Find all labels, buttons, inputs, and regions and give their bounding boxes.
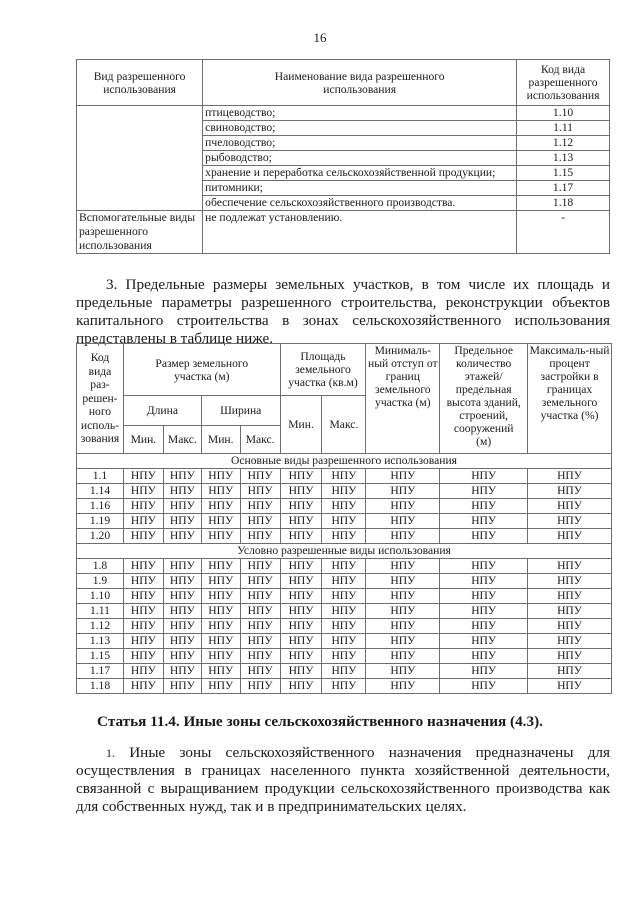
value-cell: НПУ [201,679,240,694]
table-row [77,514,612,529]
value-cell: НПУ [201,634,240,649]
header-code [77,344,124,454]
value-cell: НПУ [240,589,280,604]
value-cell: НПУ [163,649,201,664]
value-cell: НПУ [123,499,163,514]
value-cell: НПУ [322,469,366,484]
value-cell: НПУ [123,559,163,574]
use-name-cell: питомники; [203,181,517,196]
header-use-code: Код вида разрешенного использования [517,60,610,106]
value-cell: НПУ [123,634,163,649]
value-cell: НПУ [240,634,280,649]
value-cell: НПУ [528,589,612,604]
value-cell: НПУ [280,649,322,664]
paragraph-3-text: 3. Предельные размеры земельных участков, в том числе их площадь и предельные параметры разрешенного строительства, реконструкции объектов капитального строительства в зонах сельскохозяйственного использования представлены в таблице ниже. [76,276,610,347]
value-cell: НПУ [528,484,612,499]
header-setback: Минималь-ный отступ от границ земельного участка (м) [366,344,440,454]
article-heading: Статья 11.4. Иные зоны сельскохозяйственного назначения (4.3). [97,713,543,730]
value-cell: НПУ [240,679,280,694]
section-row [77,544,612,559]
value-cell: НПУ [366,619,440,634]
value-cell: НПУ [528,559,612,574]
value-cell: НПУ [440,589,528,604]
value-cell: НПУ [280,619,322,634]
table-row [77,589,612,604]
use-code-cell: 1.17 [517,181,610,196]
value-cell: НПУ [366,529,440,544]
aux-label: Вспомогательные виды разрешенного использования [77,211,203,254]
value-cell: НПУ [201,574,240,589]
table-row [77,499,612,514]
header-length: Длина [123,396,201,426]
value-cell: НПУ [322,604,366,619]
value-cell: НПУ [240,499,280,514]
value-cell: НПУ [240,514,280,529]
value-cell: НПУ [322,634,366,649]
value-cell: НПУ [366,559,440,574]
value-cell: НПУ [201,529,240,544]
header-coverage: Максималь-ный процент застройки в границах земельного участка (%) [528,344,612,454]
table-row [77,574,612,589]
use-name-cell: обеспечение сельскохозяйственного производства. [203,196,517,211]
use-code-cell: 1.18 [517,196,610,211]
value-cell: НПУ [201,604,240,619]
value-cell: НПУ [123,574,163,589]
code-cell: 1.13 [77,634,124,649]
table-row [77,649,612,664]
value-cell: НПУ [322,649,366,664]
value-cell: НПУ [240,559,280,574]
table-row [77,484,612,499]
value-cell: НПУ [280,529,322,544]
value-cell: НПУ [123,529,163,544]
value-cell: НПУ [280,679,322,694]
value-cell: НПУ [322,574,366,589]
value-cell: НПУ [123,469,163,484]
value-cell: НПУ [280,469,322,484]
value-cell: НПУ [201,484,240,499]
code-cell: 1.9 [77,574,124,589]
value-cell: НПУ [240,484,280,499]
value-cell: НПУ [201,664,240,679]
value-cell: НПУ [366,469,440,484]
value-cell: НПУ [123,514,163,529]
land-parameters-table [76,343,612,694]
value-cell: НПУ [322,559,366,574]
header-use-type: Вид разрешенного использования [77,60,203,106]
value-cell: НПУ [280,574,322,589]
table-row [77,664,612,679]
use-code-cell: 1.12 [517,136,610,151]
value-cell: НПУ [366,664,440,679]
value-cell: НПУ [366,649,440,664]
value-cell: НПУ [163,514,201,529]
use-name-cell: рыбоводство; [203,151,517,166]
value-cell: НПУ [528,664,612,679]
value-cell: НПУ [528,649,612,664]
article-paragraph-1 [76,744,610,816]
value-cell: НПУ [123,679,163,694]
value-cell: НПУ [280,604,322,619]
value-cell: НПУ [163,664,201,679]
code-cell: 1.18 [77,679,124,694]
code-cell: 1.8 [77,559,124,574]
use-code-cell: 1.13 [517,151,610,166]
value-cell: НПУ [163,469,201,484]
value-cell: НПУ [123,664,163,679]
page-number: 16 [313,30,327,45]
value-cell: НПУ [440,634,528,649]
value-cell: НПУ [366,484,440,499]
header-width-min: Мин. [201,426,240,454]
value-cell: НПУ [322,679,366,694]
code-cell: 1.12 [77,619,124,634]
value-cell: НПУ [240,604,280,619]
table-row [77,619,612,634]
header-width-max: Макс. [240,426,280,454]
value-cell: НПУ [280,559,322,574]
header-area-max: Макс. [322,396,366,454]
header-length-min: Мин. [123,426,163,454]
value-cell: НПУ [322,514,366,529]
value-cell: НПУ [201,589,240,604]
code-cell: 1.10 [77,589,124,604]
value-cell: НПУ [201,559,240,574]
value-cell: НПУ [322,664,366,679]
value-cell: НПУ [163,529,201,544]
value-cell: НПУ [322,589,366,604]
value-cell: НПУ [201,649,240,664]
use-name-cell: птицеводство; [203,106,517,121]
value-cell: НПУ [163,574,201,589]
use-code-cell: 1.11 [517,121,610,136]
value-cell: НПУ [280,634,322,649]
value-cell: НПУ [240,469,280,484]
value-cell: НПУ [440,619,528,634]
value-cell: НПУ [440,514,528,529]
value-cell: НПУ [280,484,322,499]
value-cell: НПУ [322,619,366,634]
value-cell: НПУ [440,559,528,574]
value-cell: НПУ [280,499,322,514]
value-cell: НПУ [163,499,201,514]
value-cell: НПУ [240,619,280,634]
table-row [77,559,612,574]
code-cell: 1.1 [77,469,124,484]
value-cell: НПУ [440,529,528,544]
use-code-cell: 1.15 [517,166,610,181]
value-cell: НПУ [366,589,440,604]
value-cell: НПУ [440,604,528,619]
use-name-cell: пчеловодство; [203,136,517,151]
header-width: Ширина [201,396,280,426]
header-area-min: Мин. [280,396,322,454]
value-cell: НПУ [123,589,163,604]
value-cell: НПУ [528,604,612,619]
table-row [77,634,612,649]
header-length-max: Макс. [163,426,201,454]
value-cell: НПУ [201,469,240,484]
header-use-name: Наименование вида разрешенного использования [203,60,517,106]
value-cell: НПУ [322,529,366,544]
code-cell: 1.17 [77,664,124,679]
value-cell: НПУ [440,679,528,694]
value-cell: НПУ [322,484,366,499]
auxiliary-row [77,211,610,254]
value-cell: НПУ [240,574,280,589]
value-cell: НПУ [528,679,612,694]
value-cell: НПУ [163,484,201,499]
value-cell: НПУ [163,589,201,604]
value-cell: НПУ [163,679,201,694]
permitted-use-table [76,59,610,254]
code-cell: 1.14 [77,484,124,499]
value-cell: НПУ [163,559,201,574]
header-floors: Предельное количество этажей/ предельная высота зданий, строений, сооружений (м) [440,344,528,454]
value-cell: НПУ [201,499,240,514]
use-name-cell: свиноводство; [203,121,517,136]
value-cell: НПУ [440,484,528,499]
value-cell: НПУ [280,514,322,529]
paragraph-3 [76,276,610,348]
header-area: Площадь земельного участка (кв.м) [280,344,366,396]
value-cell: НПУ [366,604,440,619]
value-cell: НПУ [201,619,240,634]
value-cell: НПУ [123,604,163,619]
value-cell: НПУ [280,664,322,679]
section-row [77,454,612,469]
value-cell: НПУ [240,649,280,664]
code-cell: 1.15 [77,649,124,664]
value-cell: НПУ [440,499,528,514]
use-name-cell: не подлежат установлению. [203,211,517,254]
value-cell: НПУ [322,499,366,514]
value-cell: НПУ [201,514,240,529]
table-row [77,469,612,484]
value-cell: НПУ [528,499,612,514]
value-cell: НПУ [163,604,201,619]
code-cell: 1.20 [77,529,124,544]
article-paragraph-1-text: Иные зоны сельскохозяйственного назначения предназначены для осуществления в границах населенного пункта хозяйственной деятельности, связанной с выращиванием продукции сельскохозяйственного производства как для собственных нужд, так и в предпринимательских целях. [76,744,610,815]
value-cell: НПУ [280,589,322,604]
table-row [77,106,610,121]
value-cell: НПУ [123,619,163,634]
value-cell: НПУ [528,529,612,544]
code-cell: 1.19 [77,514,124,529]
value-cell: НПУ [440,574,528,589]
table-row [77,679,612,694]
value-cell: НПУ [163,634,201,649]
table-row [77,529,612,544]
table-row [77,604,612,619]
value-cell: НПУ [528,469,612,484]
value-cell: НПУ [528,574,612,589]
value-cell: НПУ [123,484,163,499]
paragraph-number: 1. [106,746,115,760]
use-name-cell: хранение и переработка сельскохозяйственной продукции; [203,166,517,181]
use-code-cell: - [517,211,610,254]
section-title: Основные виды разрешенного использования [77,454,612,469]
value-cell: НПУ [528,634,612,649]
header-code-text: Код вида раз- решен- ного исполь- зования [80,351,120,446]
code-cell: 1.11 [77,604,124,619]
value-cell: НПУ [163,619,201,634]
value-cell: НПУ [240,529,280,544]
value-cell: НПУ [240,664,280,679]
value-cell: НПУ [528,514,612,529]
value-cell: НПУ [440,664,528,679]
value-cell: НПУ [123,649,163,664]
value-cell: НПУ [366,679,440,694]
header-size: Размер земельного участка (м) [123,344,280,396]
value-cell: НПУ [366,574,440,589]
value-cell: НПУ [528,619,612,634]
code-cell: 1.16 [77,499,124,514]
value-cell: НПУ [366,634,440,649]
value-cell: НПУ [366,499,440,514]
value-cell: НПУ [440,469,528,484]
use-code-cell: 1.10 [517,106,610,121]
value-cell: НПУ [440,649,528,664]
use-type-cell [77,106,203,211]
section-title: Условно разрешенные виды использования [77,544,612,559]
value-cell: НПУ [366,514,440,529]
